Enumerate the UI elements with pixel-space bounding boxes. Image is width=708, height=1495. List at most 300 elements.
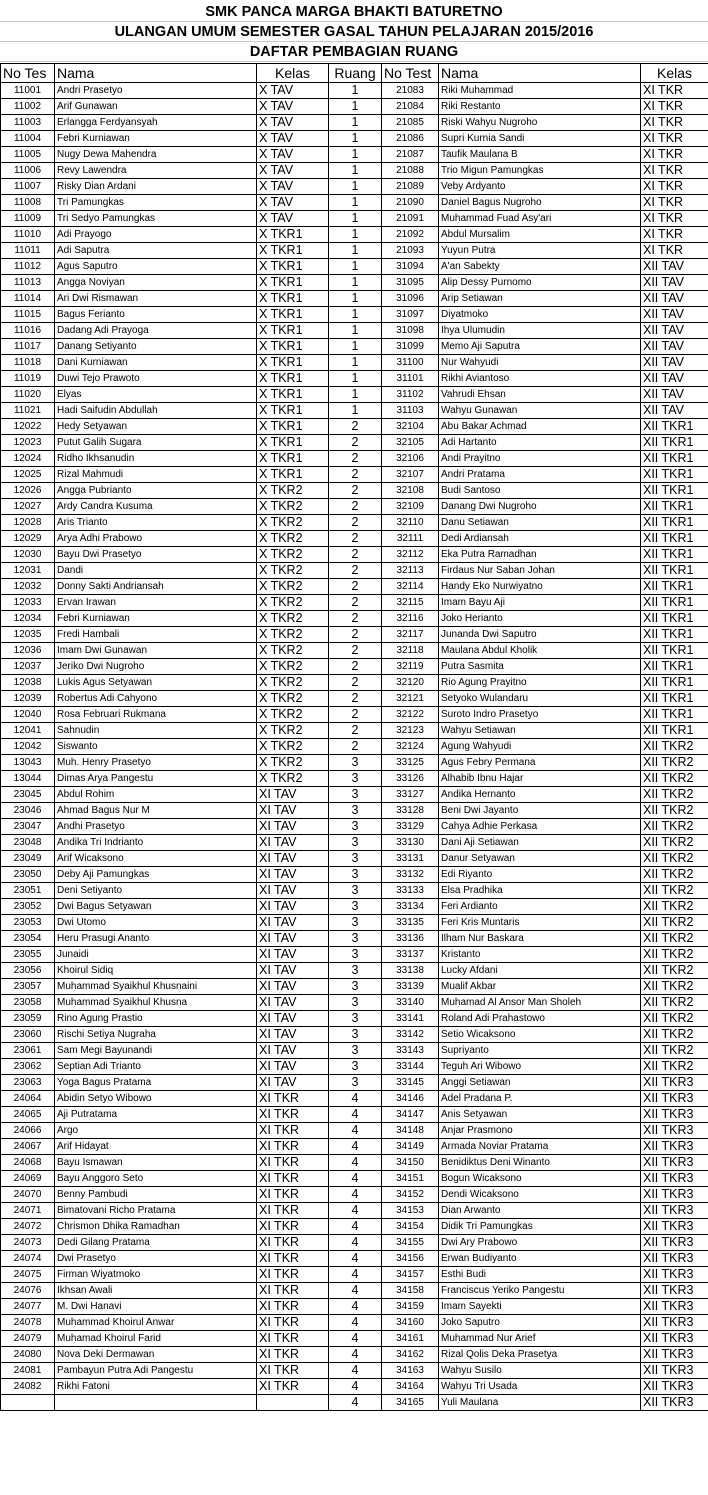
kelas-cell: XI TAV bbox=[257, 947, 329, 963]
kelas-2-cell: XII TKR3 bbox=[641, 1107, 708, 1123]
header-no-test: No Test bbox=[382, 64, 439, 83]
nama-cell: Benny Pambudi bbox=[55, 1187, 257, 1203]
kelas-cell: XI TKR bbox=[257, 1347, 329, 1363]
kelas-2-cell: XII TKR2 bbox=[641, 899, 708, 915]
nama-cell: Argo bbox=[55, 1123, 257, 1139]
table-row bbox=[1, 1187, 708, 1203]
table-row bbox=[1, 147, 708, 163]
no-tes-cell: 23059 bbox=[1, 1011, 55, 1027]
kelas-2-cell: XII TAV bbox=[641, 307, 708, 323]
no-test-cell: 31100 bbox=[382, 355, 439, 371]
ruang-cell: 1 bbox=[329, 131, 382, 147]
ruang-cell: 2 bbox=[329, 627, 382, 643]
nama-2-cell: Supri Kurnia Sandi bbox=[439, 131, 641, 147]
kelas-2-cell: XII TKR3 bbox=[641, 1363, 708, 1379]
kelas-cell: XI TKR bbox=[257, 1363, 329, 1379]
kelas-cell: X TAV bbox=[257, 99, 329, 115]
kelas-2-cell: XII TKR1 bbox=[641, 531, 708, 547]
table-row bbox=[1, 323, 708, 339]
no-tes-cell: 12031 bbox=[1, 563, 55, 579]
table-row bbox=[1, 483, 708, 499]
ruang-cell: 3 bbox=[329, 1059, 382, 1075]
kelas-2-cell: XII TAV bbox=[641, 387, 708, 403]
ruang-cell: 1 bbox=[329, 259, 382, 275]
no-test-cell: 33141 bbox=[382, 1011, 439, 1027]
nama-cell: Arya Adhi Prabowo bbox=[55, 531, 257, 547]
table-row bbox=[1, 419, 708, 435]
no-test-cell: 31102 bbox=[382, 387, 439, 403]
no-tes-cell: 12035 bbox=[1, 627, 55, 643]
no-test-cell: 32110 bbox=[382, 515, 439, 531]
nama-2-cell: Edi Riyanto bbox=[439, 867, 641, 883]
ruang-cell: 2 bbox=[329, 467, 382, 483]
nama-cell: Khoirul Sidiq bbox=[55, 963, 257, 979]
no-test-cell: 33143 bbox=[382, 1043, 439, 1059]
no-test-cell: 21085 bbox=[382, 115, 439, 131]
kelas-2-cell: XII TKR3 bbox=[641, 1331, 708, 1347]
table-row bbox=[1, 1315, 708, 1331]
kelas-cell: X TKR2 bbox=[257, 771, 329, 787]
kelas-cell: XI TKR bbox=[257, 1267, 329, 1283]
kelas-2-cell: XII TAV bbox=[641, 371, 708, 387]
ruang-cell: 2 bbox=[329, 483, 382, 499]
table-row bbox=[1, 371, 708, 387]
nama-2-cell: Andika Hernanto bbox=[439, 787, 641, 803]
ruang-cell: 1 bbox=[329, 275, 382, 291]
table-row bbox=[1, 1155, 708, 1171]
ruang-cell: 2 bbox=[329, 611, 382, 627]
nama-cell: Rino Agung Prastio bbox=[55, 1011, 257, 1027]
kelas-2-cell: XI TKR bbox=[641, 131, 708, 147]
nama-2-cell: Handy Eko Nurwiyatno bbox=[439, 579, 641, 595]
no-test-cell: 34162 bbox=[382, 1347, 439, 1363]
table-row bbox=[1, 307, 708, 323]
ruang-cell: 4 bbox=[329, 1395, 382, 1411]
nama-2-cell: Andi Prayitno bbox=[439, 451, 641, 467]
table-row bbox=[1, 1011, 708, 1027]
nama-2-cell: Joko Herianto bbox=[439, 611, 641, 627]
ruang-cell: 2 bbox=[329, 707, 382, 723]
no-tes-cell: 11005 bbox=[1, 147, 55, 163]
ruang-cell: 2 bbox=[329, 563, 382, 579]
no-tes-cell: 12024 bbox=[1, 451, 55, 467]
ruang-cell: 4 bbox=[329, 1315, 382, 1331]
no-test-cell: 34165 bbox=[382, 1395, 439, 1411]
nama-2-cell: Ilham Nur Baskara bbox=[439, 931, 641, 947]
no-tes-cell: 11016 bbox=[1, 323, 55, 339]
nama-2-cell: Benidiktus Deni Winanto bbox=[439, 1155, 641, 1171]
kelas-2-cell: XII TKR1 bbox=[641, 467, 708, 483]
nama-cell: Putut Galih Sugara bbox=[55, 435, 257, 451]
ruang-cell: 2 bbox=[329, 419, 382, 435]
kelas-2-cell: XI TKR bbox=[641, 83, 708, 99]
ruang-cell: 3 bbox=[329, 787, 382, 803]
no-test-cell: 32122 bbox=[382, 707, 439, 723]
kelas-cell: XI TAV bbox=[257, 803, 329, 819]
no-test-cell: 31097 bbox=[382, 307, 439, 323]
nama-2-cell: Imam Bayu Aji bbox=[439, 595, 641, 611]
ruang-cell: 3 bbox=[329, 1027, 382, 1043]
nama-cell: Firman Wiyatmoko bbox=[55, 1267, 257, 1283]
kelas-cell: X TKR2 bbox=[257, 675, 329, 691]
nama-cell: Donny Sakti Andriansah bbox=[55, 579, 257, 595]
no-tes-cell: 23056 bbox=[1, 963, 55, 979]
ruang-cell: 3 bbox=[329, 899, 382, 915]
kelas-cell: XI TKR bbox=[257, 1251, 329, 1267]
nama-cell: Junaidi bbox=[55, 947, 257, 963]
nama-cell: Risky Dian Ardani bbox=[55, 179, 257, 195]
kelas-cell: X TAV bbox=[257, 131, 329, 147]
table-row bbox=[1, 595, 708, 611]
no-test-cell: 21088 bbox=[382, 163, 439, 179]
no-test-cell: 33144 bbox=[382, 1059, 439, 1075]
kelas-cell: X TKR1 bbox=[257, 403, 329, 419]
ruang-cell: 3 bbox=[329, 1011, 382, 1027]
room-assignment-table bbox=[0, 63, 708, 1411]
ruang-cell: 3 bbox=[329, 931, 382, 947]
nama-2-cell: Bogun Wicaksono bbox=[439, 1171, 641, 1187]
no-tes-cell: 24070 bbox=[1, 1187, 55, 1203]
no-tes-cell: 13044 bbox=[1, 771, 55, 787]
ruang-cell: 3 bbox=[329, 1075, 382, 1091]
nama-2-cell: Budi Santoso bbox=[439, 483, 641, 499]
ruang-cell: 1 bbox=[329, 115, 382, 131]
ruang-cell: 1 bbox=[329, 355, 382, 371]
nama-cell: Arif Gunawan bbox=[55, 99, 257, 115]
kelas-cell: X TKR2 bbox=[257, 547, 329, 563]
table-row bbox=[1, 883, 708, 899]
kelas-cell: XI TKR bbox=[257, 1091, 329, 1107]
no-tes-cell: 24072 bbox=[1, 1219, 55, 1235]
no-test-cell: 34150 bbox=[382, 1155, 439, 1171]
nama-cell: Elyas bbox=[55, 387, 257, 403]
header-no-tes: No Tes bbox=[1, 64, 55, 83]
kelas-cell bbox=[257, 1395, 329, 1411]
nama-2-cell: Riki Muhammad bbox=[439, 83, 641, 99]
no-tes-cell: 11012 bbox=[1, 259, 55, 275]
kelas-2-cell: XI TKR bbox=[641, 227, 708, 243]
nama-2-cell: Franciscus Yeriko Pangestu bbox=[439, 1283, 641, 1299]
no-tes-cell: 24082 bbox=[1, 1379, 55, 1395]
nama-cell: Muhamad Khoirul Farid bbox=[55, 1331, 257, 1347]
nama-cell: Angga Pubrianto bbox=[55, 483, 257, 499]
no-tes-cell: 24071 bbox=[1, 1203, 55, 1219]
ruang-cell: 1 bbox=[329, 371, 382, 387]
nama-cell: Muh. Henry Prasetyo bbox=[55, 755, 257, 771]
kelas-cell: X TKR1 bbox=[257, 467, 329, 483]
kelas-2-cell: XII TKR1 bbox=[641, 419, 708, 435]
no-tes-cell: 11002 bbox=[1, 99, 55, 115]
kelas-cell: X TKR1 bbox=[257, 435, 329, 451]
table-row bbox=[1, 195, 708, 211]
no-test-cell: 33126 bbox=[382, 771, 439, 787]
table-row bbox=[1, 403, 708, 419]
nama-cell: Abdul Rohim bbox=[55, 787, 257, 803]
no-tes-cell: 11009 bbox=[1, 211, 55, 227]
ruang-cell: 3 bbox=[329, 755, 382, 771]
no-tes-cell: 12040 bbox=[1, 707, 55, 723]
no-tes-cell: 12033 bbox=[1, 595, 55, 611]
kelas-2-cell: XI TKR bbox=[641, 243, 708, 259]
no-test-cell: 34163 bbox=[382, 1363, 439, 1379]
nama-cell: Tri Pamungkas bbox=[55, 195, 257, 211]
nama-cell: Rosa Februari Rukmana bbox=[55, 707, 257, 723]
table-row bbox=[1, 547, 708, 563]
no-test-cell: 34153 bbox=[382, 1203, 439, 1219]
kelas-cell: X TKR2 bbox=[257, 483, 329, 499]
nama-cell: Rizal Mahmudi bbox=[55, 467, 257, 483]
header-nama: Nama bbox=[55, 64, 257, 83]
no-tes-cell: 23050 bbox=[1, 867, 55, 883]
table-row bbox=[1, 1027, 708, 1043]
ruang-cell: 1 bbox=[329, 291, 382, 307]
no-test-cell: 34164 bbox=[382, 1379, 439, 1395]
ruang-cell: 4 bbox=[329, 1155, 382, 1171]
table-row bbox=[1, 387, 708, 403]
no-test-cell: 33142 bbox=[382, 1027, 439, 1043]
no-test-cell: 21091 bbox=[382, 211, 439, 227]
kelas-2-cell: XII TKR3 bbox=[641, 1379, 708, 1395]
nama-2-cell: Teguh Ari Wibowo bbox=[439, 1059, 641, 1075]
school-title: SMK PANCA MARGA BHAKTI BATURETNO bbox=[0, 2, 708, 22]
nama-2-cell: Joko Saputro bbox=[439, 1315, 641, 1331]
table-row bbox=[1, 211, 708, 227]
kelas-cell: XI TKR bbox=[257, 1379, 329, 1395]
kelas-2-cell: XII TAV bbox=[641, 259, 708, 275]
nama-cell: Muhammad Khoirul Anwar bbox=[55, 1315, 257, 1331]
no-test-cell: 32119 bbox=[382, 659, 439, 675]
ruang-cell: 2 bbox=[329, 723, 382, 739]
nama-cell: Dimas Arya Pangestu bbox=[55, 771, 257, 787]
kelas-cell: X TAV bbox=[257, 211, 329, 227]
nama-cell: Bimatovani Richo Pratama bbox=[55, 1203, 257, 1219]
no-tes-cell: 24066 bbox=[1, 1123, 55, 1139]
table-row bbox=[1, 643, 708, 659]
ruang-cell: 4 bbox=[329, 1251, 382, 1267]
nama-cell: Revy Lawendra bbox=[55, 163, 257, 179]
ruang-cell: 2 bbox=[329, 499, 382, 515]
no-tes-cell: 23061 bbox=[1, 1043, 55, 1059]
ruang-cell: 1 bbox=[329, 179, 382, 195]
nama-cell: Ari Dwi Rismawan bbox=[55, 291, 257, 307]
no-tes-cell: 12034 bbox=[1, 611, 55, 627]
nama-cell: Duwi Tejo Prawoto bbox=[55, 371, 257, 387]
no-tes-cell: 12028 bbox=[1, 515, 55, 531]
kelas-2-cell: XII TAV bbox=[641, 323, 708, 339]
kelas-2-cell: XII TKR2 bbox=[641, 851, 708, 867]
table-row bbox=[1, 499, 708, 515]
nama-2-cell: Rio Agung Prayitno bbox=[439, 675, 641, 691]
ruang-cell: 1 bbox=[329, 147, 382, 163]
nama-cell: Jeriko Dwi Nugroho bbox=[55, 659, 257, 675]
ruang-cell: 2 bbox=[329, 547, 382, 563]
no-test-cell: 33139 bbox=[382, 979, 439, 995]
kelas-cell: X TKR1 bbox=[257, 355, 329, 371]
ruang-cell: 4 bbox=[329, 1187, 382, 1203]
kelas-cell: X TKR2 bbox=[257, 595, 329, 611]
kelas-cell: XI TAV bbox=[257, 787, 329, 803]
no-test-cell: 21086 bbox=[382, 131, 439, 147]
no-tes-cell: 24076 bbox=[1, 1283, 55, 1299]
kelas-2-cell: XII TKR3 bbox=[641, 1123, 708, 1139]
no-test-cell: 34159 bbox=[382, 1299, 439, 1315]
nama-cell: Adi Prayogo bbox=[55, 227, 257, 243]
no-test-cell: 31099 bbox=[382, 339, 439, 355]
kelas-cell: X TKR1 bbox=[257, 227, 329, 243]
kelas-cell: XI TKR bbox=[257, 1171, 329, 1187]
no-test-cell: 34161 bbox=[382, 1331, 439, 1347]
no-tes-cell: 12041 bbox=[1, 723, 55, 739]
ruang-cell: 1 bbox=[329, 83, 382, 99]
table-row bbox=[1, 1235, 708, 1251]
kelas-2-cell: XI TKR bbox=[641, 163, 708, 179]
no-tes-cell: 24069 bbox=[1, 1171, 55, 1187]
nama-2-cell: Kristanto bbox=[439, 947, 641, 963]
no-test-cell: 21092 bbox=[382, 227, 439, 243]
nama-cell: Heru Prasugi Ananto bbox=[55, 931, 257, 947]
nama-cell: Angga Noviyan bbox=[55, 275, 257, 291]
ruang-cell: 3 bbox=[329, 851, 382, 867]
nama-cell: Nugy Dewa Mahendra bbox=[55, 147, 257, 163]
kelas-cell: X TKR2 bbox=[257, 627, 329, 643]
header-nama-2: Nama bbox=[439, 64, 641, 83]
no-tes-cell: 23046 bbox=[1, 803, 55, 819]
kelas-2-cell: XII TAV bbox=[641, 355, 708, 371]
nama-2-cell: Suroto Indro Prasetyo bbox=[439, 707, 641, 723]
nama-2-cell: Danu Setiawan bbox=[439, 515, 641, 531]
table-row bbox=[1, 1123, 708, 1139]
kelas-2-cell: XI TKR bbox=[641, 195, 708, 211]
no-test-cell: 32109 bbox=[382, 499, 439, 515]
kelas-cell: XI TKR bbox=[257, 1299, 329, 1315]
nama-2-cell: Anjar Prasmono bbox=[439, 1123, 641, 1139]
no-test-cell: 32118 bbox=[382, 643, 439, 659]
kelas-cell: XI TKR bbox=[257, 1203, 329, 1219]
table-row bbox=[1, 947, 708, 963]
kelas-cell: X TAV bbox=[257, 83, 329, 99]
no-test-cell: 34158 bbox=[382, 1283, 439, 1299]
no-test-cell: 31094 bbox=[382, 259, 439, 275]
no-tes-cell: 12030 bbox=[1, 547, 55, 563]
no-test-cell: 21083 bbox=[382, 83, 439, 99]
nama-cell: Siswanto bbox=[55, 739, 257, 755]
kelas-2-cell: XII TKR2 bbox=[641, 883, 708, 899]
ruang-cell: 3 bbox=[329, 867, 382, 883]
no-tes-cell: 11019 bbox=[1, 371, 55, 387]
kelas-2-cell: XII TKR1 bbox=[641, 691, 708, 707]
kelas-2-cell: XI TKR bbox=[641, 115, 708, 131]
ruang-cell: 4 bbox=[329, 1267, 382, 1283]
header-ruang: Ruang bbox=[329, 64, 382, 83]
no-tes-cell: 12038 bbox=[1, 675, 55, 691]
table-row bbox=[1, 1283, 708, 1299]
kelas-2-cell: XII TKR2 bbox=[641, 819, 708, 835]
table-row bbox=[1, 723, 708, 739]
nama-cell: Ikhsan Awali bbox=[55, 1283, 257, 1299]
table-row bbox=[1, 227, 708, 243]
table-row bbox=[1, 275, 708, 291]
no-tes-cell: 23045 bbox=[1, 787, 55, 803]
kelas-cell: XI TAV bbox=[257, 1075, 329, 1091]
nama-cell: Deni Setiyanto bbox=[55, 883, 257, 899]
no-test-cell: 31103 bbox=[382, 403, 439, 419]
no-test-cell: 34148 bbox=[382, 1123, 439, 1139]
no-tes-cell: 24081 bbox=[1, 1363, 55, 1379]
no-test-cell: 34146 bbox=[382, 1091, 439, 1107]
kelas-2-cell: XII TKR1 bbox=[641, 659, 708, 675]
nama-2-cell: Memo Aji Saputra bbox=[439, 339, 641, 355]
kelas-cell: X TKR1 bbox=[257, 387, 329, 403]
no-test-cell: 32113 bbox=[382, 563, 439, 579]
table-row bbox=[1, 771, 708, 787]
no-test-cell: 34151 bbox=[382, 1171, 439, 1187]
kelas-cell: XI TAV bbox=[257, 851, 329, 867]
kelas-2-cell: XII TKR2 bbox=[641, 915, 708, 931]
kelas-2-cell: XII TKR3 bbox=[641, 1155, 708, 1171]
nama-2-cell: Adi Hartanto bbox=[439, 435, 641, 451]
nama-2-cell: Wahyu Tri Usada bbox=[439, 1379, 641, 1395]
kelas-2-cell: XII TKR1 bbox=[641, 483, 708, 499]
nama-cell: Muhammad Syaikhul Khusna bbox=[55, 995, 257, 1011]
nama-2-cell: Diyatmoko bbox=[439, 307, 641, 323]
kelas-2-cell: XII TKR3 bbox=[641, 1283, 708, 1299]
kelas-2-cell: XII TKR2 bbox=[641, 755, 708, 771]
table-row bbox=[1, 1139, 708, 1155]
table-row bbox=[1, 259, 708, 275]
nama-2-cell: Muhamad Al Ansor Man Sholeh bbox=[439, 995, 641, 1011]
no-tes-cell: 12037 bbox=[1, 659, 55, 675]
kelas-2-cell: XII TKR3 bbox=[641, 1315, 708, 1331]
kelas-cell: XI TKR bbox=[257, 1315, 329, 1331]
table-row bbox=[1, 995, 708, 1011]
no-tes-cell: 12027 bbox=[1, 499, 55, 515]
nama-2-cell: Alip Dessy Purnomo bbox=[439, 275, 641, 291]
kelas-cell: X TKR1 bbox=[257, 339, 329, 355]
kelas-cell: XI TKR bbox=[257, 1139, 329, 1155]
kelas-2-cell: XII TKR2 bbox=[641, 803, 708, 819]
nama-2-cell: Agung Wahyudi bbox=[439, 739, 641, 755]
no-tes-cell: 11014 bbox=[1, 291, 55, 307]
nama-cell: Dwi Bagus Setyawan bbox=[55, 899, 257, 915]
nama-cell: Chrismon Dhika Ramadhan bbox=[55, 1219, 257, 1235]
ruang-cell: 4 bbox=[329, 1299, 382, 1315]
no-test-cell: 33137 bbox=[382, 947, 439, 963]
no-test-cell: 32117 bbox=[382, 627, 439, 643]
table-row bbox=[1, 755, 708, 771]
no-tes-cell: 11017 bbox=[1, 339, 55, 355]
kelas-cell: X TKR2 bbox=[257, 611, 329, 627]
kelas-cell: XI TAV bbox=[257, 1059, 329, 1075]
kelas-cell: X TKR2 bbox=[257, 723, 329, 739]
table-row bbox=[1, 691, 708, 707]
kelas-2-cell: XII TKR1 bbox=[641, 435, 708, 451]
nama-cell: Febri Kurniawan bbox=[55, 611, 257, 627]
ruang-cell: 1 bbox=[329, 195, 382, 211]
kelas-2-cell: XII TKR2 bbox=[641, 787, 708, 803]
ruang-cell: 4 bbox=[329, 1171, 382, 1187]
kelas-2-cell: XI TKR bbox=[641, 147, 708, 163]
kelas-2-cell: XII TKR3 bbox=[641, 1235, 708, 1251]
nama-cell: Erlangga Ferdyansyah bbox=[55, 115, 257, 131]
no-tes-cell: 12029 bbox=[1, 531, 55, 547]
nama-cell: Imam Dwi Gunawan bbox=[55, 643, 257, 659]
no-test-cell: 32111 bbox=[382, 531, 439, 547]
nama-cell: Pambayun Putra Adi Pangestu bbox=[55, 1363, 257, 1379]
kelas-cell: X TKR2 bbox=[257, 563, 329, 579]
nama-2-cell: Nur Wahyudi bbox=[439, 355, 641, 371]
kelas-2-cell: XII TKR1 bbox=[641, 611, 708, 627]
kelas-cell: X TKR2 bbox=[257, 515, 329, 531]
